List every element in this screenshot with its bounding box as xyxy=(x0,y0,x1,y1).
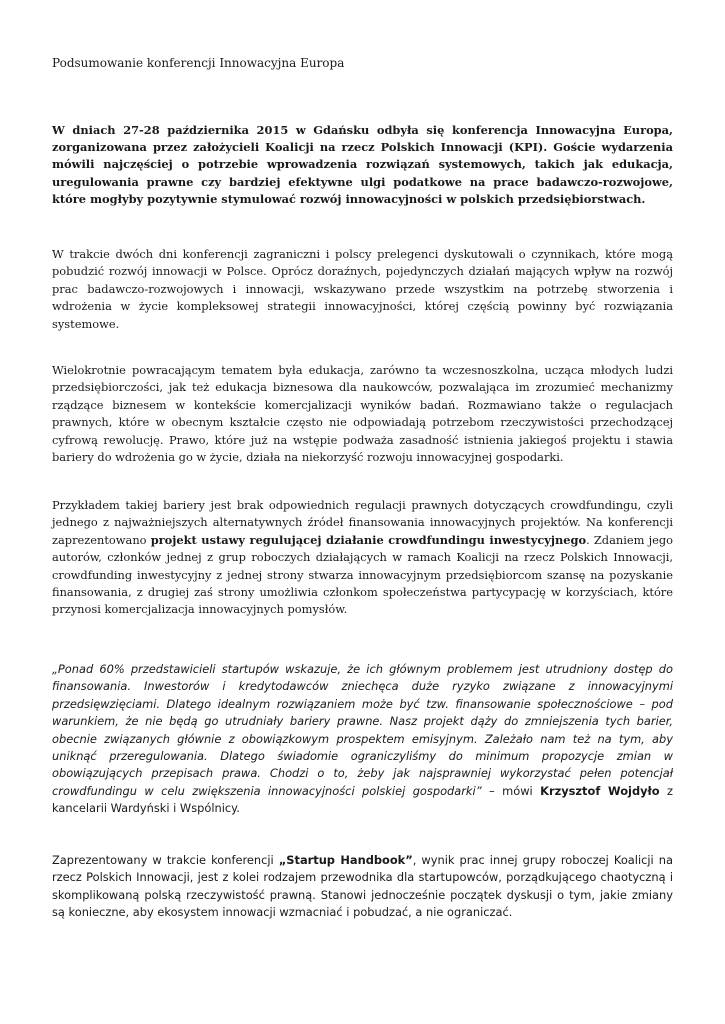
paragraph-3-text-start: Przykładem takiej bariery jest brak odpowiednich regulacji prawnych dotyczących crowdfundingu, czyli jednego z najważniejszych alternatywnych źródeł finansowania innowacyjnych projektów. Na konferencji zaprezentowano xyxy=(52,498,673,547)
paragraph-5-text-end: , wynik prac innej grupy roboczej Koalicji na rzecz Polskich Innowacji, jest z kolei rodzajem przewodnika dla startupowców, porządkującego chaotyczną i skomplikowaną polską rzeczywistość prawną. Stanowi jednocześnie początek dyskusji o tym, jakie zmiany są konieczne, aby ekosystem innowacji wzmacniać i pobudzać, a nie ograniczać. xyxy=(52,853,673,920)
quote-affiliation: z kancelarii Wardyński i Wspólnicy. xyxy=(52,783,673,816)
bill-title-bold: projekt ustawy regulującej działanie crowdfundingu inwestycyjnego xyxy=(150,532,587,547)
paragraph-3 xyxy=(52,497,673,619)
quote-speaker: Krzysztof Wojdyło xyxy=(540,783,660,798)
quote-text: „Ponad 60% przedstawicieli startupów wskazuje, że ich głównym problemem jest utrudniony dostęp do finansowania. Inwestorów i kredytodawców zniechęca duże ryzyko związane z innowacyjnymi przedsięwzięciami. Dlatego idealnym rozwiązaniem może być tzw. finansowanie społecznościowe – pod warunkiem, że nie będą go utrudniały bariery prawne. Nasz projekt dąży do zmniejszenia tych barier, obecnie związanych głównie z obowiązkowym prospektem emisyjnym. Zależało nam też na tym, aby uniknąć przeregulowania. Dlatego świadomie ograniczyliśmy do minimum propozycje zmian w obowiązujących przepisach prawa. Chodzi o to, żeby jak najsprawniej wykorzystać pełen potencjał crowdfundingu w celu zwiększenia innowacyjności polskiej gospodarki” xyxy=(52,662,673,798)
lead-paragraph: W dniach 27-28 października 2015 w Gdańsku odbyła się konferencja Innowacyjna Europa, zorganizowana przez założycieli Koalicji na rzecz Polskich Innowacji (KPI). Goście wydarzenia mówili najczęściej o potrzebie wprowadzenia rozwiązań systemowych, takich jak edukacja, uregulowania prawne czy bardziej efektywne ulgi podatkowe na prace badawczo-rozwojowe, które mogłyby pozytywnie stymulować rozwój innowacyjności w polskich przedsiębiorstwach. xyxy=(52,123,673,206)
document-title: Podsumowanie konferencji Innowacyjna Europa xyxy=(52,56,345,70)
quote-attribution-verb: – mówi xyxy=(481,783,541,798)
paragraph-3-text-end: . Zdaniem jego autorów, członków jednej z grup roboczych działających w ramach Koalicji na rzecz Polskich Innowacji, crowdfunding inwestycyjny z jednej strony stwarza innowacyjnym przedsiębiorcom szansę na pozyskanie finansowania, z drugiej zaś strony umożliwia członkom społeczeństwa partycypację w korzyściach, które przynosi komercjalizacja innowacyjnych pomysłów. xyxy=(52,532,673,617)
paragraph-5-text-start: Zaprezentowany w trakcie konferencji xyxy=(52,853,279,867)
quote-paragraph xyxy=(52,661,673,818)
paragraph-2: Wielokrotnie powracającym tematem była edukacja, zarówno ta wczesnoszkolna, ucząca młodych ludzi przedsiębiorczości, jak też edukacja biznesowa dla naukowców, pozwalająca im zrozumieć mechanizmy rządzące biznesem w kontekście komercjalizacji wyników badań. Rozmawiano także o regulacjach prawnych, które w obecnym kształcie często nie odpowiadają potrzebom rzeczywistości przechodzącej cyfrową rewolucję. Prawo, które już na wstępie podważa zasadność istnienia jakiegoś projektu i stawia bariery do wdrożenia go w życie, działa na niekorzyść rozwoju innowacyjnej gospodarki. xyxy=(52,363,673,465)
paragraph-1: W trakcie dwóch dni konferencji zagraniczni i polscy prelegenci dyskutowali o czynnikach, które mogą pobudzić rozwój innowacji w Polsce. Oprócz doraźnych, pojedynczych działań mających wpływ na rozwój prac badawczo-rozwojowych i innowacji, wskazywano przede wszystkim na potrzebę stworzenia i wdrożenia w życie kompleksowej strategii innowacyjności, której częścią powinny być rozwiązania systemowe. xyxy=(52,247,673,331)
paragraph-5 xyxy=(52,852,673,922)
handbook-title-bold: „Startup Handbook” xyxy=(278,853,413,867)
